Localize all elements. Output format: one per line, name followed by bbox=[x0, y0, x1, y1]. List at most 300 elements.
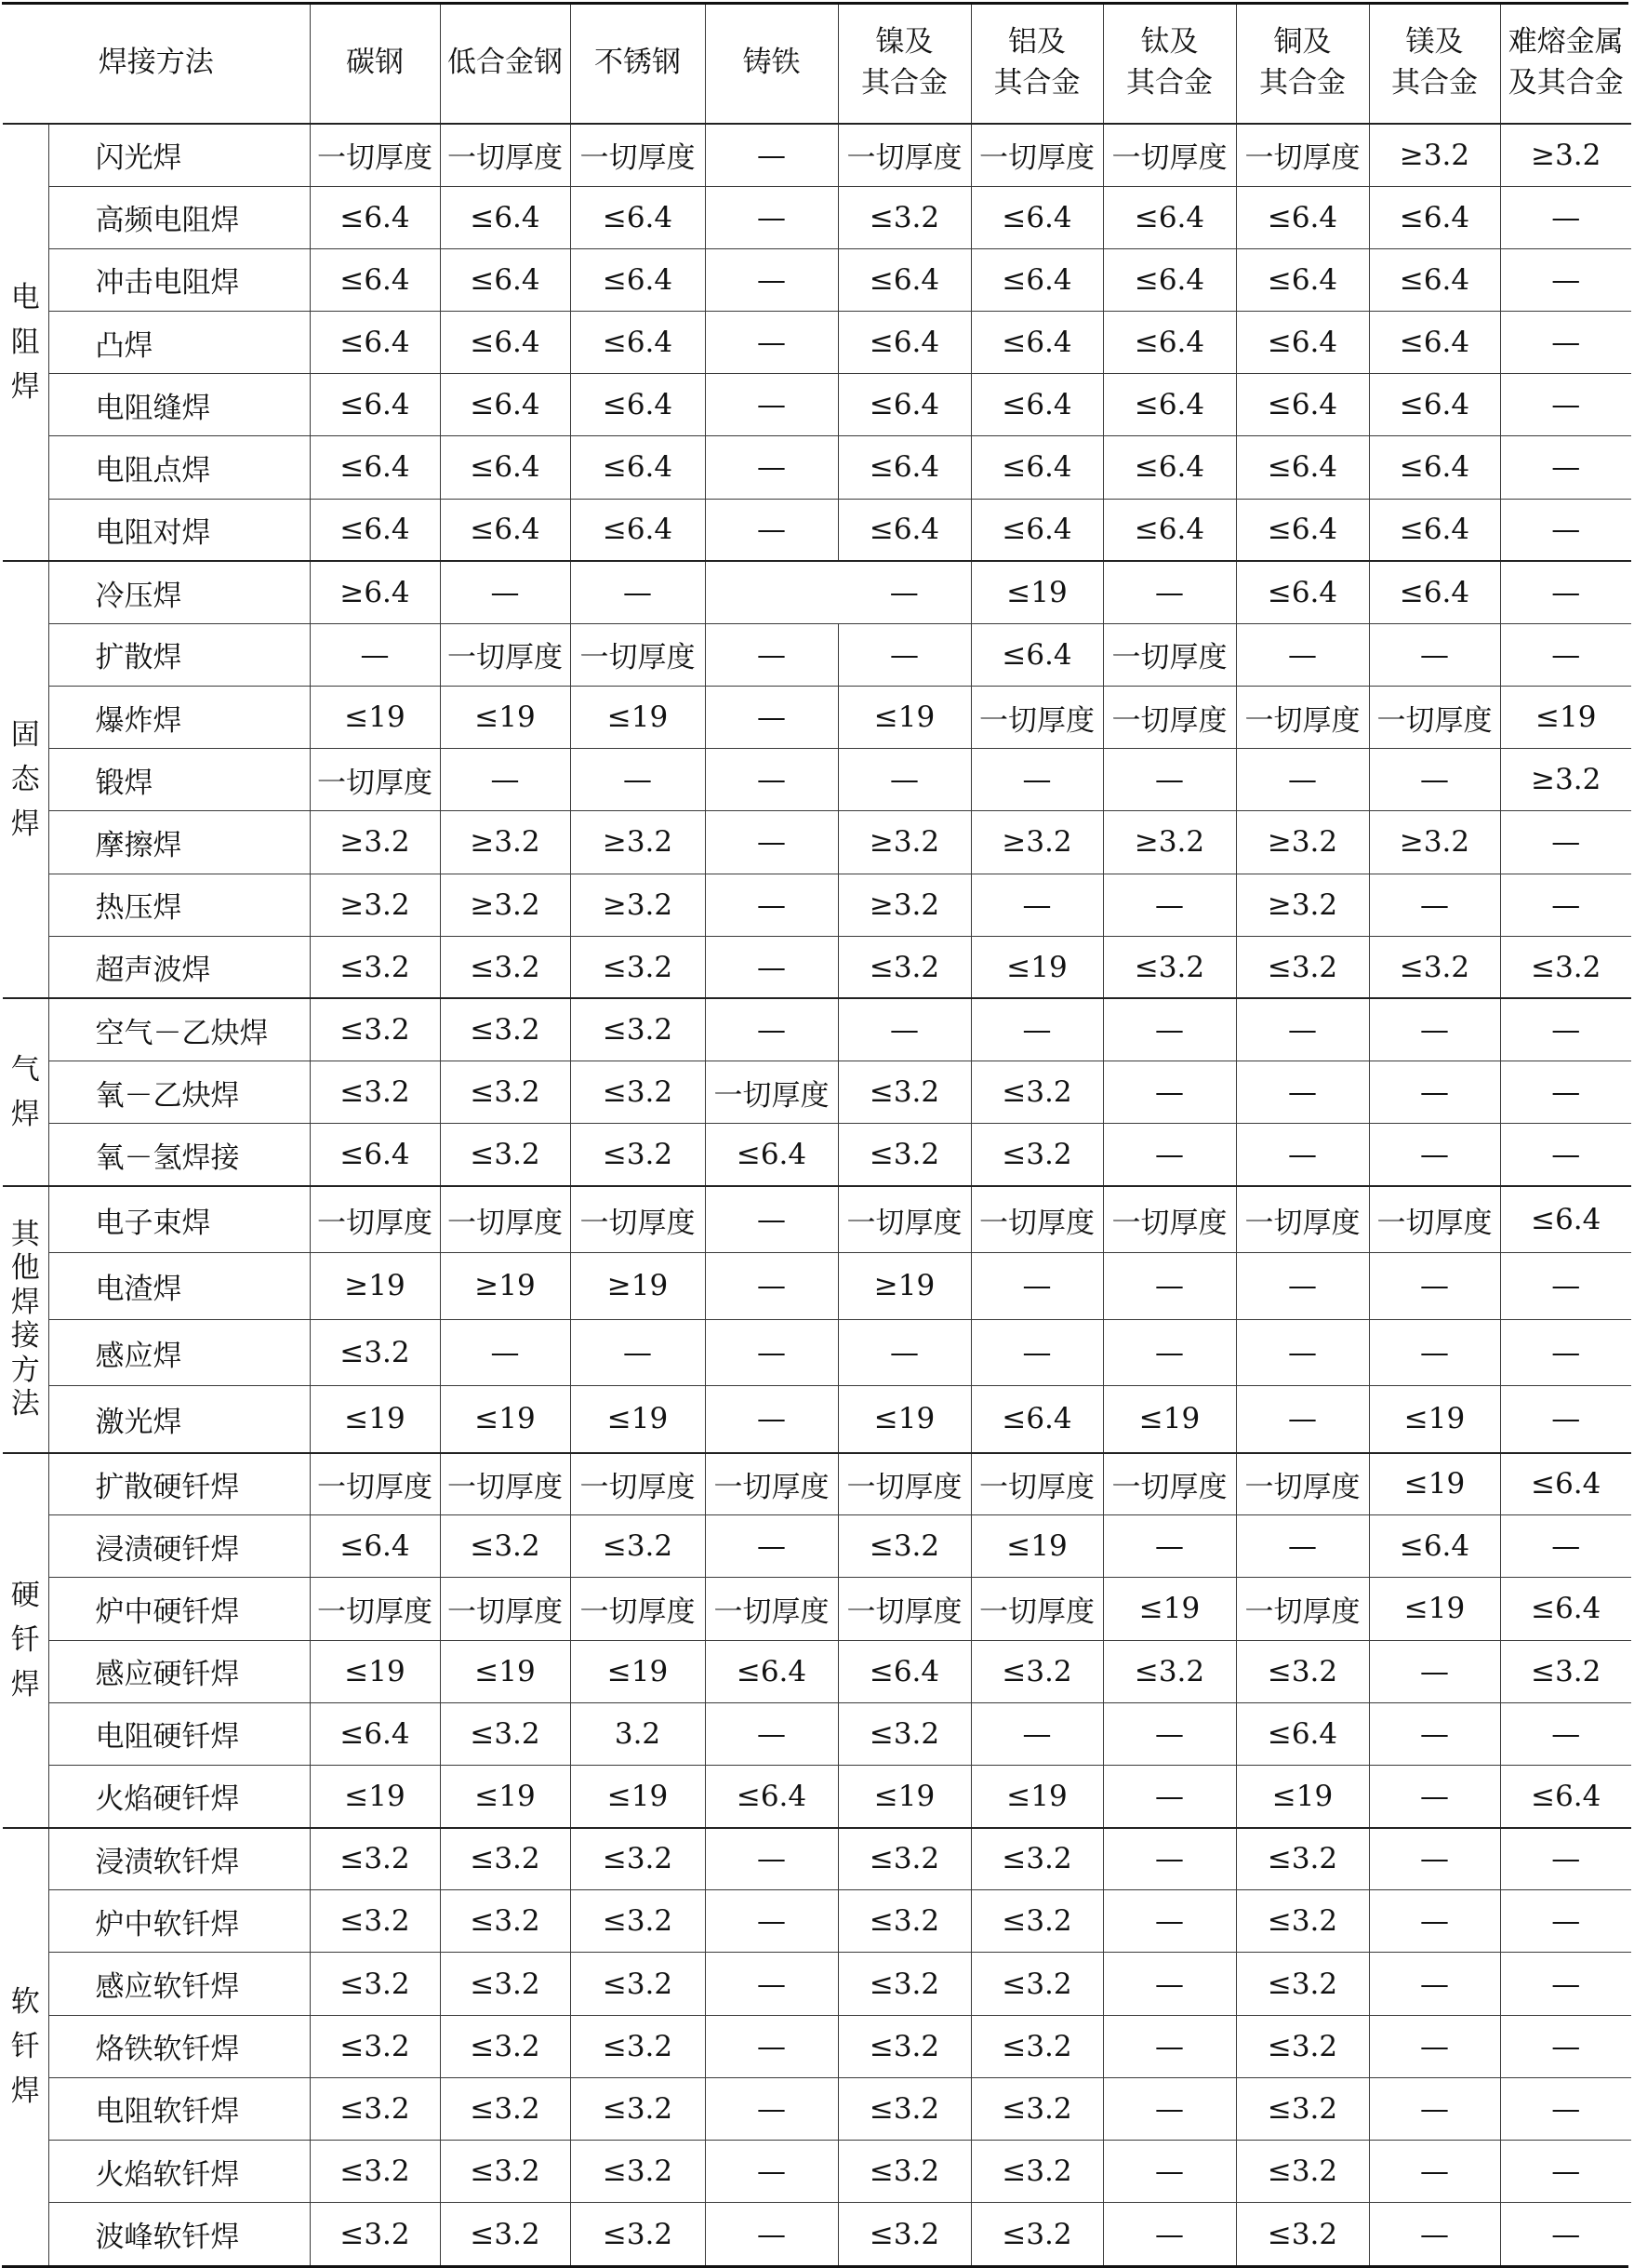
method-name: 感应软钎焊 bbox=[48, 1953, 310, 2015]
method-name: 电阻对焊 bbox=[48, 499, 310, 561]
method-name: 浸渍软钎焊 bbox=[48, 1828, 310, 1890]
value-cell: — bbox=[1500, 499, 1631, 561]
value-cell: ≤3.2 bbox=[838, 1061, 971, 1124]
value-cell: ≤19 bbox=[440, 1386, 570, 1453]
value-cell: 一切厚度 bbox=[310, 1578, 440, 1640]
method-name: 电阻缝焊 bbox=[48, 374, 310, 436]
value-cell: ≤3.2 bbox=[440, 2015, 570, 2077]
value-cell: ≤3.2 bbox=[570, 1515, 705, 1578]
value-cell: — bbox=[705, 811, 838, 874]
value-cell: — bbox=[705, 623, 838, 686]
header-material: 难熔金属 及其合金 bbox=[1500, 3, 1631, 124]
value-cell: — bbox=[971, 874, 1103, 936]
value-cell: ≤3.2 bbox=[570, 2203, 705, 2265]
value-cell: ≤3.2 bbox=[838, 1828, 971, 1890]
value-cell: — bbox=[310, 623, 440, 686]
value-cell: — bbox=[1369, 1061, 1500, 1124]
value-cell: ≤3.2 bbox=[570, 2077, 705, 2140]
value-cell: — bbox=[1103, 1253, 1236, 1320]
table-row bbox=[3, 1515, 1631, 1578]
value-cell: ≤6.4 bbox=[1103, 186, 1236, 248]
value-cell: 一切厚度 bbox=[1236, 687, 1369, 749]
value-cell: — bbox=[1500, 436, 1631, 499]
method-name: 高频电阻焊 bbox=[48, 186, 310, 248]
table-row bbox=[3, 1186, 1631, 1253]
value-cell: — bbox=[1369, 1702, 1500, 1765]
value-cell: ≤19 bbox=[1103, 1386, 1236, 1453]
table-row bbox=[3, 687, 1631, 749]
table-row bbox=[3, 2015, 1631, 2077]
value-cell: ≤3.2 bbox=[1103, 1640, 1236, 1702]
value-cell: ≤6.4 bbox=[310, 186, 440, 248]
value-cell: — bbox=[838, 1319, 971, 1386]
table-row bbox=[3, 749, 1631, 811]
value-cell: — bbox=[705, 124, 838, 186]
value-cell: ≤19 bbox=[440, 1640, 570, 1702]
value-cell: ≤19 bbox=[1236, 1765, 1369, 1827]
value-cell: — bbox=[971, 749, 1103, 811]
value-cell: 一切厚度 bbox=[310, 749, 440, 811]
header-material: 碳钢 bbox=[310, 3, 440, 124]
table-row bbox=[3, 1953, 1631, 2015]
value-cell: ≤3.2 bbox=[1103, 936, 1236, 998]
value-cell: — bbox=[440, 1319, 570, 1386]
group-label: 固 态 焊 bbox=[3, 561, 48, 998]
table-row bbox=[3, 1640, 1631, 1702]
table-row bbox=[3, 1386, 1631, 1453]
value-cell: ≤3.2 bbox=[440, 2140, 570, 2202]
table-row bbox=[3, 186, 1631, 248]
value-cell: ≤3.2 bbox=[440, 1890, 570, 1953]
header-material: 铜及 其合金 bbox=[1236, 3, 1369, 124]
value-cell: ≥3.2 bbox=[1369, 124, 1500, 186]
value-cell: 一切厚度 bbox=[310, 1453, 440, 1515]
table-row bbox=[3, 2140, 1631, 2202]
value-cell: 一切厚度 bbox=[838, 1578, 971, 1640]
value-cell: ≤6.4 bbox=[1369, 561, 1500, 623]
value-cell: — bbox=[1236, 1061, 1369, 1124]
value-cell: — bbox=[705, 2140, 838, 2202]
value-cell: ≤6.4 bbox=[971, 1386, 1103, 1453]
value-cell: — bbox=[1103, 561, 1236, 623]
value-cell: — bbox=[1103, 2077, 1236, 2140]
group-label: 气 焊 bbox=[3, 998, 48, 1186]
value-cell: ≤3.2 bbox=[838, 1124, 971, 1186]
value-cell: ≤3.2 bbox=[440, 998, 570, 1061]
value-cell: ≤3.2 bbox=[838, 936, 971, 998]
value-cell: ≤3.2 bbox=[838, 1953, 971, 2015]
value-cell: ≤6.4 bbox=[570, 186, 705, 248]
value-cell: ≤3.2 bbox=[971, 2203, 1103, 2265]
value-cell: ≤3.2 bbox=[310, 1953, 440, 2015]
value-cell: 一切厚度 bbox=[971, 687, 1103, 749]
value-cell: ≤6.4 bbox=[838, 312, 971, 374]
value-cell: — bbox=[705, 998, 838, 1061]
value-cell: — bbox=[1369, 1640, 1500, 1702]
value-cell: — bbox=[440, 749, 570, 811]
method-name: 电阻点焊 bbox=[48, 436, 310, 499]
method-name: 扩散硬钎焊 bbox=[48, 1453, 310, 1515]
value-cell: ≤3.2 bbox=[440, 1061, 570, 1124]
value-cell: — bbox=[971, 1253, 1103, 1320]
table-row bbox=[3, 998, 1631, 1061]
value-cell: — bbox=[1500, 312, 1631, 374]
method-name: 闪光焊 bbox=[48, 124, 310, 186]
value-cell: ≥3.2 bbox=[838, 874, 971, 936]
value-cell: 一切厚度 bbox=[838, 1453, 971, 1515]
value-cell: ≤19 bbox=[838, 1386, 971, 1453]
value-cell: — bbox=[1236, 1515, 1369, 1578]
table-row bbox=[3, 1061, 1631, 1124]
value-cell: ≥3.2 bbox=[1103, 811, 1236, 874]
value-cell: ≤6.4 bbox=[1369, 1515, 1500, 1578]
value-cell: — bbox=[570, 561, 705, 623]
value-cell: ≤3.2 bbox=[971, 1124, 1103, 1186]
value-cell: ≤6.4 bbox=[440, 436, 570, 499]
value-cell: ≤6.4 bbox=[310, 499, 440, 561]
value-cell: 一切厚度 bbox=[1103, 623, 1236, 686]
value-cell: ≤3.2 bbox=[570, 1890, 705, 1953]
value-cell: ≤3.2 bbox=[440, 1515, 570, 1578]
header-material: 镍及 其合金 bbox=[838, 3, 971, 124]
value-cell: 一切厚度 bbox=[1236, 1186, 1369, 1253]
value-cell: ≤3.2 bbox=[440, 2203, 570, 2265]
method-name: 超声波焊 bbox=[48, 936, 310, 998]
value-cell: — bbox=[705, 1828, 838, 1890]
value-cell: — bbox=[705, 374, 838, 436]
value-cell: ≤6.4 bbox=[971, 436, 1103, 499]
value-cell: ≤3.2 bbox=[838, 2077, 971, 2140]
method-name: 摩擦焊 bbox=[48, 811, 310, 874]
value-cell: ≤3.2 bbox=[1236, 1953, 1369, 2015]
value-cell: — bbox=[1500, 623, 1631, 686]
value-cell: 一切厚度 bbox=[440, 1578, 570, 1640]
value-cell: — bbox=[1500, 561, 1631, 623]
value-cell: 一切厚度 bbox=[971, 124, 1103, 186]
value-cell: 一切厚度 bbox=[971, 1578, 1103, 1640]
value-cell: ≤6.4 bbox=[310, 1702, 440, 1765]
value-cell: 一切厚度 bbox=[440, 1453, 570, 1515]
value-cell: — bbox=[838, 749, 971, 811]
value-cell: — bbox=[1369, 1253, 1500, 1320]
value-cell: — bbox=[705, 1702, 838, 1765]
value-cell: ≤3.2 bbox=[838, 1702, 971, 1765]
value-cell: — bbox=[1236, 1319, 1369, 1386]
value-cell: ≤6.4 bbox=[570, 499, 705, 561]
method-name: 凸焊 bbox=[48, 312, 310, 374]
value-cell: ≤3.2 bbox=[570, 2015, 705, 2077]
value-cell: ≤3.2 bbox=[971, 1640, 1103, 1702]
value-cell: ≤3.2 bbox=[570, 1061, 705, 1124]
value-cell: — bbox=[838, 561, 971, 623]
value-cell: ≤19 bbox=[1103, 1578, 1236, 1640]
method-name: 电阻硬钎焊 bbox=[48, 1702, 310, 1765]
value-cell: ≤3.2 bbox=[971, 2077, 1103, 2140]
value-cell: — bbox=[705, 499, 838, 561]
value-cell: ≤3.2 bbox=[440, 2077, 570, 2140]
value-cell: ≤6.4 bbox=[1500, 1765, 1631, 1827]
value-cell: 一切厚度 bbox=[1103, 687, 1236, 749]
value-cell: ≤6.4 bbox=[310, 1124, 440, 1186]
value-cell: ≤6.4 bbox=[570, 312, 705, 374]
value-cell: — bbox=[1103, 1319, 1236, 1386]
value-cell: ≤19 bbox=[1369, 1578, 1500, 1640]
table-row bbox=[3, 811, 1631, 874]
value-cell: — bbox=[1103, 1061, 1236, 1124]
value-cell: ≤3.2 bbox=[440, 1124, 570, 1186]
value-cell: ≤6.4 bbox=[1369, 312, 1500, 374]
value-cell: — bbox=[1500, 1890, 1631, 1953]
table-row bbox=[3, 2203, 1631, 2265]
method-name: 电渣焊 bbox=[48, 1253, 310, 1320]
table-row bbox=[3, 436, 1631, 499]
value-cell: ≤3.2 bbox=[310, 2015, 440, 2077]
value-cell: ≥3.2 bbox=[1236, 874, 1369, 936]
value-cell: ≤3.2 bbox=[838, 2015, 971, 2077]
value-cell: — bbox=[1103, 1953, 1236, 2015]
value-cell: ≤6.4 bbox=[1103, 248, 1236, 311]
value-cell: ≤6.4 bbox=[971, 186, 1103, 248]
value-cell: ≤6.4 bbox=[838, 374, 971, 436]
value-cell: — bbox=[1103, 874, 1236, 936]
value-cell: ≤6.4 bbox=[1236, 436, 1369, 499]
value-cell: — bbox=[1103, 2203, 1236, 2265]
value-cell: — bbox=[1103, 1765, 1236, 1827]
value-cell: ≤19 bbox=[971, 1515, 1103, 1578]
value-cell: 一切厚度 bbox=[1103, 124, 1236, 186]
value-cell: ≤3.2 bbox=[310, 936, 440, 998]
method-name: 爆炸焊 bbox=[48, 687, 310, 749]
value-cell: ≤19 bbox=[570, 1765, 705, 1827]
method-name: 炉中硬钎焊 bbox=[48, 1578, 310, 1640]
value-cell: ≤3.2 bbox=[440, 1953, 570, 2015]
value-cell: 一切厚度 bbox=[838, 124, 971, 186]
value-cell: ≤3.2 bbox=[310, 2203, 440, 2265]
value-cell: ≤6.4 bbox=[838, 1640, 971, 1702]
value-cell: — bbox=[705, 1253, 838, 1320]
value-cell: ≤6.4 bbox=[570, 374, 705, 436]
value-cell: — bbox=[838, 623, 971, 686]
value-cell: — bbox=[1500, 1124, 1631, 1186]
value-cell: ≤19 bbox=[310, 687, 440, 749]
value-cell: ≤3.2 bbox=[1236, 936, 1369, 998]
header-material: 低合金钢 bbox=[440, 3, 570, 124]
table-row bbox=[3, 1828, 1631, 1890]
value-cell: ≤3.2 bbox=[570, 936, 705, 998]
value-cell: — bbox=[705, 874, 838, 936]
value-cell: ≤3.2 bbox=[1236, 2203, 1369, 2265]
value-cell: — bbox=[440, 561, 570, 623]
value-cell: ≤6.4 bbox=[1236, 561, 1369, 623]
value-cell: — bbox=[1500, 1828, 1631, 1890]
value-cell: — bbox=[1369, 749, 1500, 811]
value-cell: ≤19 bbox=[1369, 1386, 1500, 1453]
value-cell: 一切厚度 bbox=[1236, 1453, 1369, 1515]
value-cell: 一切厚度 bbox=[971, 1453, 1103, 1515]
value-cell: ≤6.4 bbox=[310, 374, 440, 436]
table-row bbox=[3, 374, 1631, 436]
value-cell: — bbox=[1103, 749, 1236, 811]
value-cell: — bbox=[570, 1319, 705, 1386]
value-cell: — bbox=[1500, 1061, 1631, 1124]
value-cell: — bbox=[1103, 1890, 1236, 1953]
value-cell: ≤6.4 bbox=[1236, 499, 1369, 561]
value-cell: — bbox=[1369, 2077, 1500, 2140]
table-row bbox=[3, 1578, 1631, 1640]
table-row bbox=[3, 1890, 1631, 1953]
value-cell: ≤6.4 bbox=[1500, 1186, 1631, 1253]
value-cell: — bbox=[570, 749, 705, 811]
value-cell: ≥19 bbox=[570, 1253, 705, 1320]
value-cell: — bbox=[1369, 2140, 1500, 2202]
value-cell: ≤6.4 bbox=[440, 499, 570, 561]
value-cell: ≤3.2 bbox=[570, 1124, 705, 1186]
value-cell: ≥3.2 bbox=[971, 811, 1103, 874]
table-row bbox=[3, 1253, 1631, 1320]
method-name: 热压焊 bbox=[48, 874, 310, 936]
value-cell: — bbox=[1103, 1702, 1236, 1765]
value-cell: — bbox=[705, 2077, 838, 2140]
value-cell: ≤3.2 bbox=[1236, 1890, 1369, 1953]
table-row bbox=[3, 1702, 1631, 1765]
value-cell: ≥3.2 bbox=[440, 811, 570, 874]
value-cell: ≤3.2 bbox=[1236, 2140, 1369, 2202]
value-cell: — bbox=[838, 998, 971, 1061]
value-cell: — bbox=[1369, 1124, 1500, 1186]
value-cell: 一切厚度 bbox=[570, 623, 705, 686]
value-cell: — bbox=[705, 2203, 838, 2265]
value-cell: ≤6.4 bbox=[971, 312, 1103, 374]
value-cell: — bbox=[971, 1702, 1103, 1765]
value-cell: 一切厚度 bbox=[440, 124, 570, 186]
value-cell: — bbox=[1500, 1953, 1631, 2015]
value-cell: ≤3.2 bbox=[971, 1953, 1103, 2015]
table-row bbox=[3, 2077, 1631, 2140]
value-cell: ≤6.4 bbox=[971, 499, 1103, 561]
table-row bbox=[3, 1124, 1631, 1186]
method-name: 波峰软钎焊 bbox=[48, 2203, 310, 2265]
method-name: 激光焊 bbox=[48, 1386, 310, 1453]
method-name: 火焰硬钎焊 bbox=[48, 1765, 310, 1827]
value-cell: — bbox=[1369, 1765, 1500, 1827]
value-cell: — bbox=[1500, 2077, 1631, 2140]
value-cell: ≥3.2 bbox=[1500, 749, 1631, 811]
header-material: 钛及 其合金 bbox=[1103, 3, 1236, 124]
value-cell: ≤6.4 bbox=[310, 1515, 440, 1578]
value-cell: 一切厚度 bbox=[971, 1186, 1103, 1253]
value-cell: ≤3.2 bbox=[440, 1702, 570, 1765]
value-cell: ≤6.4 bbox=[1103, 312, 1236, 374]
value-cell: ≤3.2 bbox=[310, 1890, 440, 1953]
value-cell: ≤3.2 bbox=[1500, 1640, 1631, 1702]
value-cell: ≤19 bbox=[310, 1640, 440, 1702]
value-cell: 一切厚度 bbox=[705, 1453, 838, 1515]
value-cell: ≤6.4 bbox=[440, 186, 570, 248]
value-cell: 一切厚度 bbox=[705, 1578, 838, 1640]
value-cell: ≤3.2 bbox=[440, 1828, 570, 1890]
value-cell: ≤6.4 bbox=[310, 436, 440, 499]
table-row bbox=[3, 874, 1631, 936]
group-label: 硬 钎 焊 bbox=[3, 1453, 48, 1828]
value-cell: 一切厚度 bbox=[1369, 1186, 1500, 1253]
value-cell: ≤19 bbox=[570, 687, 705, 749]
value-cell: 一切厚度 bbox=[310, 1186, 440, 1253]
value-cell: ≤3.2 bbox=[971, 1061, 1103, 1124]
group-label: 其 他 焊 接 方 法 bbox=[3, 1186, 48, 1453]
value-cell: — bbox=[971, 1319, 1103, 1386]
value-cell: — bbox=[1369, 1319, 1500, 1386]
value-cell: — bbox=[971, 998, 1103, 1061]
value-cell: ≤6.4 bbox=[1369, 499, 1500, 561]
value-cell: — bbox=[1236, 1124, 1369, 1186]
value-cell: — bbox=[1369, 874, 1500, 936]
value-cell: ≤6.4 bbox=[1369, 436, 1500, 499]
value-cell: — bbox=[1369, 998, 1500, 1061]
value-cell: 一切厚度 bbox=[1236, 1578, 1369, 1640]
value-cell: ≤6.4 bbox=[705, 1765, 838, 1827]
value-cell: — bbox=[1236, 623, 1369, 686]
value-cell: 一切厚度 bbox=[1103, 1453, 1236, 1515]
method-name: 感应焊 bbox=[48, 1319, 310, 1386]
value-cell: ≤19 bbox=[1500, 687, 1631, 749]
value-cell: ≤6.4 bbox=[1236, 374, 1369, 436]
method-name: 烙铁软钎焊 bbox=[48, 2015, 310, 2077]
value-cell: ≤6.4 bbox=[971, 374, 1103, 436]
value-cell: ≤6.4 bbox=[1236, 248, 1369, 311]
value-cell: — bbox=[1369, 1890, 1500, 1953]
value-cell: ≤6.4 bbox=[1103, 499, 1236, 561]
value-cell: 一切厚度 bbox=[1236, 124, 1369, 186]
value-cell: ≤19 bbox=[1369, 1453, 1500, 1515]
value-cell: 3.2 bbox=[570, 1702, 705, 1765]
value-cell: ≤6.4 bbox=[570, 248, 705, 311]
header-material: 镁及 其合金 bbox=[1369, 3, 1500, 124]
value-cell: ≤6.4 bbox=[310, 248, 440, 311]
value-cell: ≤6.4 bbox=[440, 312, 570, 374]
value-cell: ≤19 bbox=[310, 1765, 440, 1827]
value-cell: — bbox=[1369, 1828, 1500, 1890]
value-cell: — bbox=[705, 749, 838, 811]
method-name: 感应硬钎焊 bbox=[48, 1640, 310, 1702]
value-cell: — bbox=[705, 1953, 838, 2015]
value-cell: ≤19 bbox=[971, 936, 1103, 998]
value-cell: — bbox=[1103, 1515, 1236, 1578]
value-cell: — bbox=[1103, 2140, 1236, 2202]
table-row bbox=[3, 248, 1631, 311]
value-cell: — bbox=[1103, 1124, 1236, 1186]
method-name: 冷压焊 bbox=[48, 561, 310, 623]
value-cell: ≤3.2 bbox=[310, 2077, 440, 2140]
value-cell: ≥6.4 bbox=[310, 561, 440, 623]
value-cell: ≤3.2 bbox=[838, 2140, 971, 2202]
value-cell: ≤3.2 bbox=[971, 1828, 1103, 1890]
value-cell: ≤6.4 bbox=[705, 1124, 838, 1186]
value-cell: — bbox=[1500, 811, 1631, 874]
value-cell: 一切厚度 bbox=[570, 124, 705, 186]
value-cell: ≤6.4 bbox=[705, 1640, 838, 1702]
value-cell: ≤6.4 bbox=[1500, 1578, 1631, 1640]
value-cell: ≤3.2 bbox=[570, 1828, 705, 1890]
table-row bbox=[3, 936, 1631, 998]
value-cell: ≤6.4 bbox=[838, 248, 971, 311]
method-name: 炉中软钎焊 bbox=[48, 1890, 310, 1953]
value-cell: — bbox=[1500, 374, 1631, 436]
value-cell: ≤3.2 bbox=[1236, 1828, 1369, 1890]
value-cell: — bbox=[1500, 1253, 1631, 1320]
method-name: 空气－乙炔焊 bbox=[48, 998, 310, 1061]
value-cell: ≤3.2 bbox=[838, 186, 971, 248]
value-cell: — bbox=[705, 1186, 838, 1253]
